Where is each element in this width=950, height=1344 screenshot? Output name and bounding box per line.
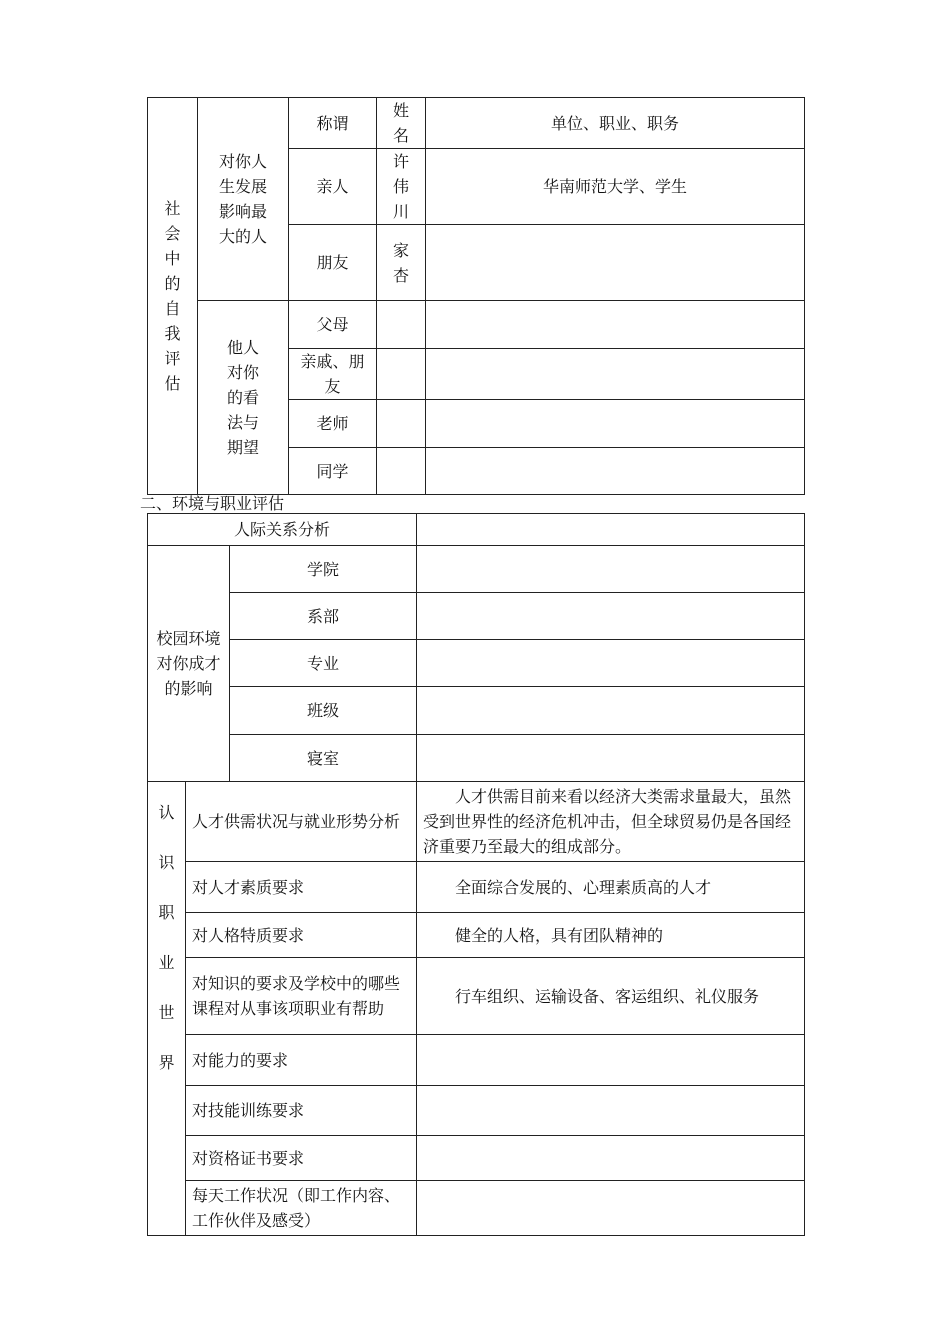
group2-label-cell (198, 301, 289, 495)
relation-value (417, 514, 805, 546)
row-name (377, 400, 426, 448)
campus-row-value (417, 546, 805, 593)
row-title: 亲戚、朋友 (289, 349, 377, 400)
career-row-label: 对技能训练要求 (186, 1086, 417, 1136)
self-evaluation-table (147, 97, 805, 495)
row-title: 朋友 (289, 225, 377, 301)
row-info (426, 349, 805, 400)
row-title: 老师 (289, 400, 377, 448)
row-name (377, 301, 426, 349)
career-row-label: 人才供需状况与就业形势分析 (186, 782, 417, 862)
career-row-value (417, 1086, 805, 1136)
campus-label: 校园环境对你成才的影响 (156, 629, 221, 698)
row-title: 父母 (289, 301, 377, 349)
campus-row-label: 班级 (230, 687, 417, 735)
career-row-label: 对知识的要求及学校中的哪些课程对从事该项职业有帮助 (186, 958, 417, 1035)
row-name (377, 448, 426, 495)
campus-row-label: 寝室 (230, 735, 417, 782)
career-row-value (417, 1035, 805, 1086)
career-row-value: 人才供需目前来看以经济大类需求量最大，虽然受到世界性的经济危机冲击，但全球贸易仍是各国经济重要乃至最大的组成部分。 (417, 782, 805, 862)
campus-label-cell (148, 546, 230, 782)
header-name: 姓名 (377, 98, 426, 149)
environment-career-table (147, 513, 805, 1236)
group1-label-cell (198, 98, 289, 301)
row-name: 家杏 (377, 225, 426, 301)
career-row-label: 对资格证书要求 (186, 1136, 417, 1181)
group2-label: 他人对你的看法与期望 (226, 338, 259, 457)
row-info (426, 400, 805, 448)
row-title: 亲人 (289, 149, 377, 225)
header-title: 称谓 (289, 98, 377, 149)
campus-row-label: 学院 (230, 546, 417, 593)
campus-row-label: 专业 (230, 640, 417, 687)
campus-row-label: 系部 (230, 593, 417, 640)
campus-row-value (417, 593, 805, 640)
relation-label: 人际关系分析 (148, 514, 417, 546)
career-row-label: 每天工作状况（即工作内容、工作伙伴及感受） (186, 1181, 417, 1236)
row-info (426, 225, 805, 301)
career-label-cell (148, 782, 186, 1236)
section-heading: 二、环境与职业评估 (140, 494, 285, 513)
header-info: 单位、职业、职务 (426, 98, 805, 149)
outer-label-cell (148, 98, 198, 495)
outer-label: 社会中的自我评估 (164, 199, 181, 393)
career-row-value: 行车组织、运输设备、客运组织、礼仪服务 (417, 958, 805, 1035)
career-row-value: 全面综合发展的、心理素质高的人才 (417, 862, 805, 913)
career-label: 认识职业世界 (158, 803, 175, 1072)
row-info: 华南师范大学、学生 (426, 149, 805, 225)
career-row-value (417, 1181, 805, 1236)
campus-row-value (417, 640, 805, 687)
career-row-value: 健全的人格，具有团队精神的 (417, 913, 805, 958)
row-title: 同学 (289, 448, 377, 495)
group1-label: 对你人生发展影响最大的人 (218, 152, 267, 246)
campus-row-value (417, 735, 805, 782)
row-name: 许伟川 (377, 149, 426, 225)
career-row-label: 对人格特质要求 (186, 913, 417, 958)
career-row-label: 对人才素质要求 (186, 862, 417, 913)
row-name (377, 349, 426, 400)
row-info (426, 301, 805, 349)
row-info (426, 448, 805, 495)
career-row-label: 对能力的要求 (186, 1035, 417, 1086)
campus-row-value (417, 687, 805, 735)
career-row-value (417, 1136, 805, 1181)
